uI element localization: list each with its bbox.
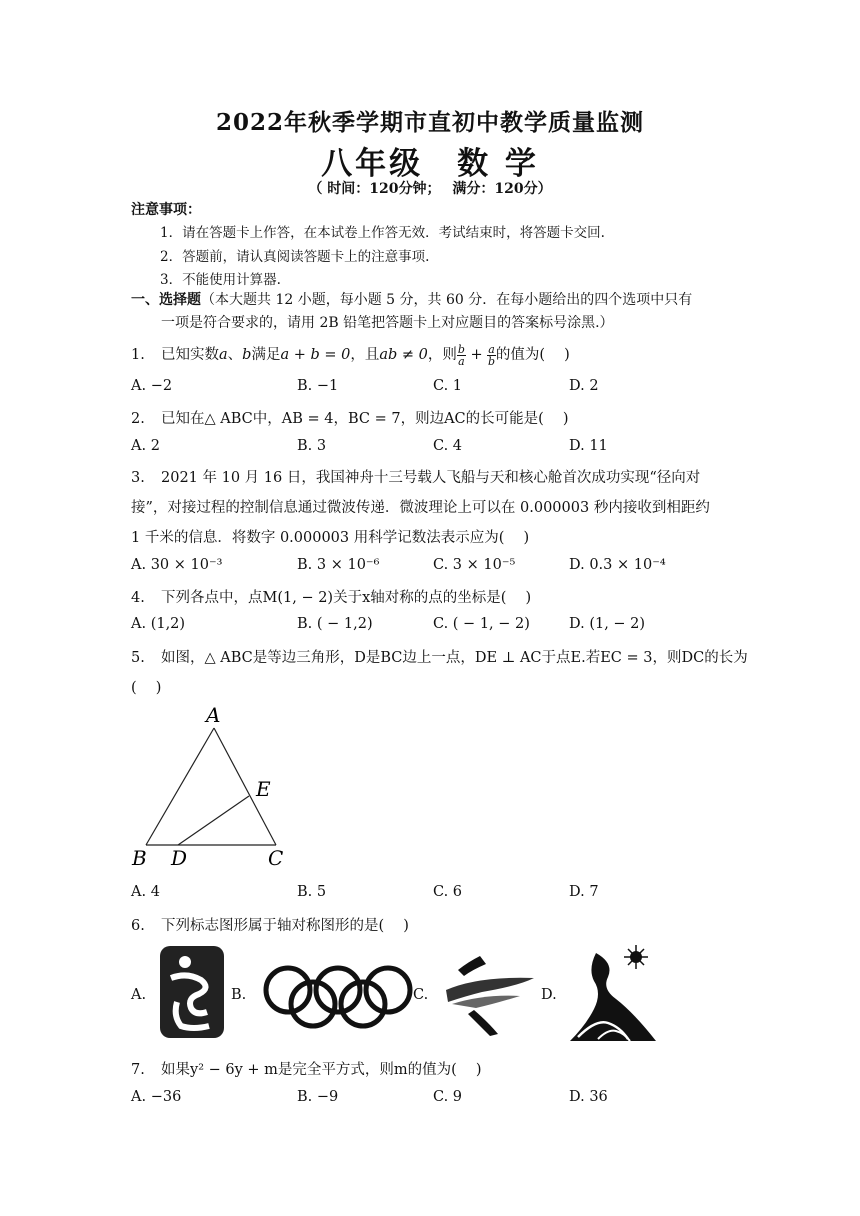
notice-item-3: 3．不能使用计算器. <box>160 272 281 288</box>
q6-option-a-letter: A. <box>131 987 147 1003</box>
question-2: 2. 已知在△ ABC中，AB = 4，BC = 7，则边AC的长可能是( ) <box>131 411 569 427</box>
fraction-b-over-a: $\frac{b}{a}$ <box>457 342 465 368</box>
exam-subtitle: 八年级 数 学 <box>321 146 539 182</box>
q4-option-d: D. (1, − 2) <box>569 616 646 632</box>
question-1: 1. 已知实数a、b满足a + b = 0，且ab ≠ 0，则 $\frac{b}{a}$ + $\frac{a}{b}$ 的值为( ) <box>131 342 570 368</box>
q2-option-d: D. 11 <box>569 438 608 454</box>
q5-option-b: B. 5 <box>297 884 327 900</box>
question-5-line2: ( ) <box>131 680 162 696</box>
q7-option-b: B. −9 <box>297 1089 339 1105</box>
notice-item-1: 1．请在答题卡上作答，在本试卷上作答无效．考试结束时，将答题卡交回. <box>160 225 605 241</box>
question-3: 3. 2021 年 10 月 16 日，我国神舟十三号载人飞船与天和核心舱首次成功实现“径向对 <box>131 470 701 486</box>
section-desc-2: 一项是符合要求的，请用 2B 铅笔把答题卡上对应题目的答案标号涂黑.） <box>161 315 614 331</box>
q5-option-d: D. 7 <box>569 884 599 900</box>
q1-option-c: C. 1 <box>433 378 463 394</box>
q1-option-d: D. 2 <box>569 378 599 394</box>
q4-option-b: B. ( − 1,2) <box>297 616 373 632</box>
section-title: 一、选择题 <box>131 292 201 308</box>
exam-info: （ 时间：120分钟； 满分：120分） <box>308 181 552 197</box>
q3-option-b: B. 3 × 10⁻⁶ <box>297 557 380 573</box>
label-d: D <box>171 846 188 870</box>
q3-option-a: A. 30 × 10⁻³ <box>131 557 223 573</box>
q5-option-c: C. 6 <box>433 884 463 900</box>
q4-option-c: C. ( − 1, − 2) <box>433 616 530 632</box>
q2-option-b: B. 3 <box>297 438 327 454</box>
q7-option-d: D. 36 <box>569 1089 608 1105</box>
q6-option-b-letter: B. <box>231 987 247 1003</box>
fraction-a-over-b: $\frac{a}{b}$ <box>488 342 496 368</box>
q6-option-d-letter: D. <box>541 987 557 1003</box>
question-4: 4. 下列各点中，点M(1, − 2)关于x轴对称的点的坐标是( ) <box>131 590 532 606</box>
q1-option-a: A. −2 <box>131 378 173 394</box>
triangle-figure <box>128 700 298 872</box>
q1-option-b: B. −1 <box>297 378 339 394</box>
segment-de <box>178 796 249 845</box>
q7-option-a: A. −36 <box>131 1089 182 1105</box>
question-6: 6. 下列标志图形属于轴对称图形的是( ) <box>131 918 409 934</box>
question-3-line2: 接”，对接过程的控制信息通过微波传递．微波理论上可以在 0.000003 秒内接收到相距约 <box>131 500 710 516</box>
exam-title: 2022年秋季学期市直初中教学质量监测 <box>215 109 644 136</box>
q4-option-a: A. (1,2) <box>131 616 186 632</box>
olympic-rings-icon <box>262 960 414 1032</box>
q2-option-a: A. 2 <box>131 438 160 454</box>
section-heading <box>131 289 692 309</box>
section-desc-1: （本大题共 12 小题，每小题 5 分，共 60 分．在每小题给出的四个选项中只有 <box>201 292 693 308</box>
q2-option-c: C. 4 <box>433 438 463 454</box>
label-e: E <box>256 777 271 801</box>
q6-option-c-letter: C. <box>413 987 429 1003</box>
label-c: C <box>268 846 284 870</box>
q7-option-c: C. 9 <box>433 1089 463 1105</box>
flame-logo-icon <box>568 943 660 1043</box>
label-b: B <box>132 846 147 870</box>
q5-option-a: A. 4 <box>131 884 160 900</box>
question-7: 7. 如果y² − 6y + m是完全平方式，则m的值为( ) <box>131 1062 482 1078</box>
label-a: A <box>206 703 221 727</box>
ribbon-logo-icon <box>438 952 540 1038</box>
notice-item-2: 2．答题前，请认真阅读答题卡上的注意事项. <box>160 249 430 265</box>
q3-option-c: C. 3 × 10⁻⁵ <box>433 557 516 573</box>
question-5: 5. 如图，△ ABC是等边三角形，D是BC边上一点，DE ⊥ AC于点E.若EC = 3，则DC的长为 <box>131 650 748 666</box>
q3-option-d: D. 0.3 × 10⁻⁴ <box>569 557 666 573</box>
question-3-line3: 1 千米的信息．将数字 0.000003 用科学记数法表示应为( ) <box>131 530 530 546</box>
beijing-emblem-icon <box>157 942 229 1042</box>
notice-heading: 注意事项： <box>131 202 201 218</box>
